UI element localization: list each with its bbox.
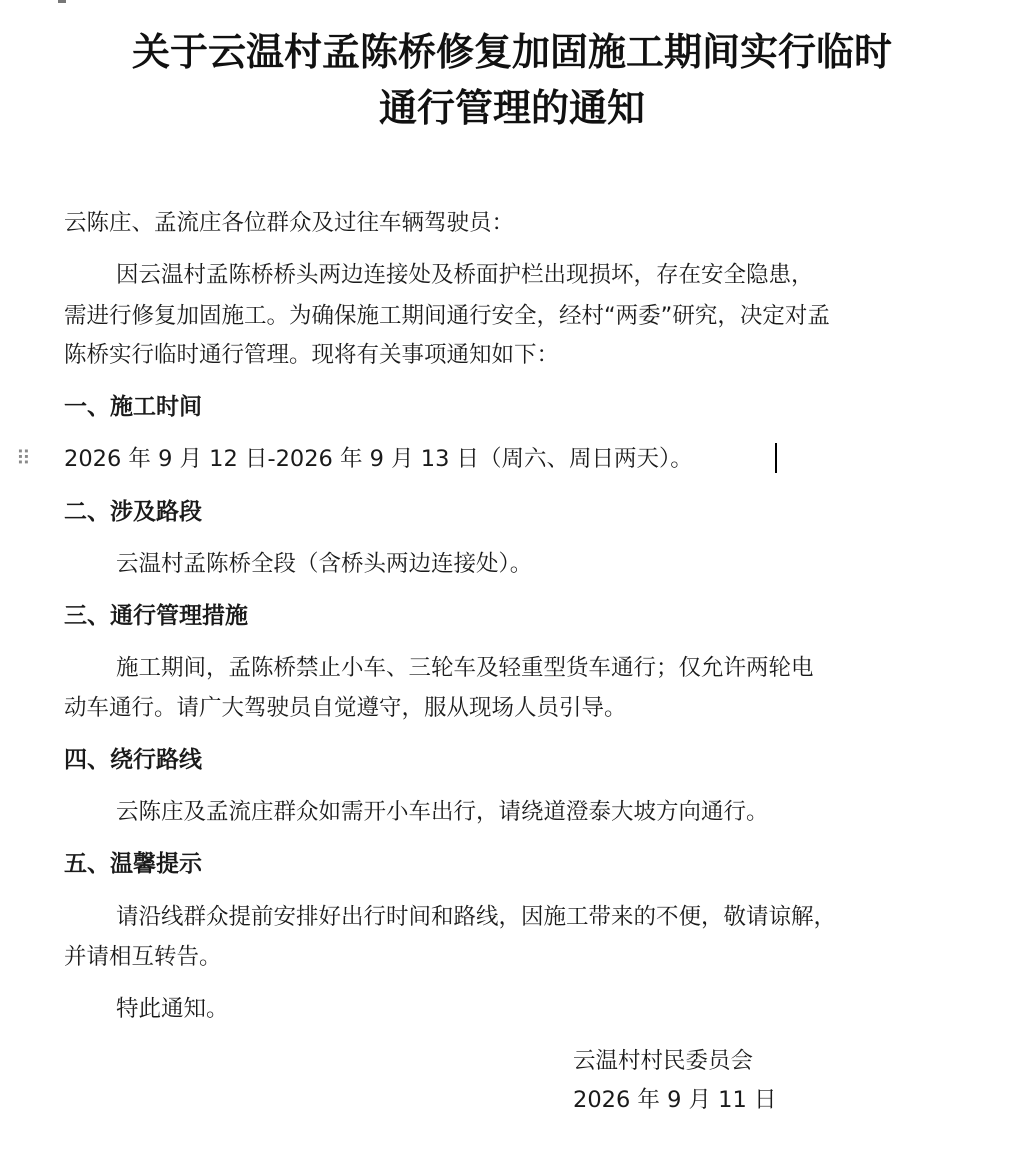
measures-text-line: 动车通行。请广大驾驶员自觉遵守，服从现场人员引导。	[64, 695, 627, 721]
section-heading-schedule: 一、施工时间	[64, 393, 202, 420]
document-title-line1: 关于云温村孟陈桥修复加固施工期间实行临时	[131, 29, 892, 74]
signature-date: 2026 年 9 月 11 日	[573, 1087, 777, 1113]
section-heading-road: 二、涉及路段	[64, 498, 202, 525]
salutation: 云陈庄、孟流庄各位群众及过往车辆驾驶员：	[64, 210, 515, 236]
section-heading-measures: 三、通行管理措施	[64, 602, 248, 629]
section-heading-tips: 五、温馨提示	[64, 850, 202, 877]
road-text: 云温村孟陈桥全段（含桥头两边连接处）。	[116, 551, 533, 577]
detour-text: 云陈庄及孟流庄群众如需开小车出行，请绕道澄泰大坡方向通行。	[116, 799, 769, 825]
intro-paragraph-line: 需进行修复加固施工。为确保施工期间通行安全，经村“两委”研究，决定对孟	[64, 303, 830, 329]
document-title-line2: 通行管理的通知	[378, 85, 645, 130]
measures-text-line: 施工期间，孟陈桥禁止小车、三轮车及轻重型货车通行；仅允许两轮电	[116, 655, 814, 681]
schedule-text[interactable]: 2026 年 9 月 12 日-2026 年 9 月 13 日（周六、周日两天）。	[64, 446, 693, 472]
text-cursor	[775, 443, 777, 473]
intro-paragraph-line: 陈桥实行临时通行管理。现将有关事项通知如下：	[64, 342, 560, 368]
ruler-marker	[58, 0, 66, 3]
tips-text-line: 并请相互转告。	[64, 944, 222, 970]
signer-name: 云温村村民委员会	[573, 1048, 754, 1074]
tips-text-line: 请沿线群众提前安排好出行时间和路线，因施工带来的不便，敬请谅解，	[116, 904, 837, 930]
closing-text: 特此通知。	[116, 996, 229, 1022]
section-heading-detour: 四、绕行路线	[64, 746, 202, 773]
drag-handle-icon[interactable]: ⠿	[16, 446, 29, 470]
intro-paragraph-line: 因云温村孟陈桥桥头两边连接处及桥面护栏出现损坏，存在安全隐患，	[116, 262, 814, 288]
